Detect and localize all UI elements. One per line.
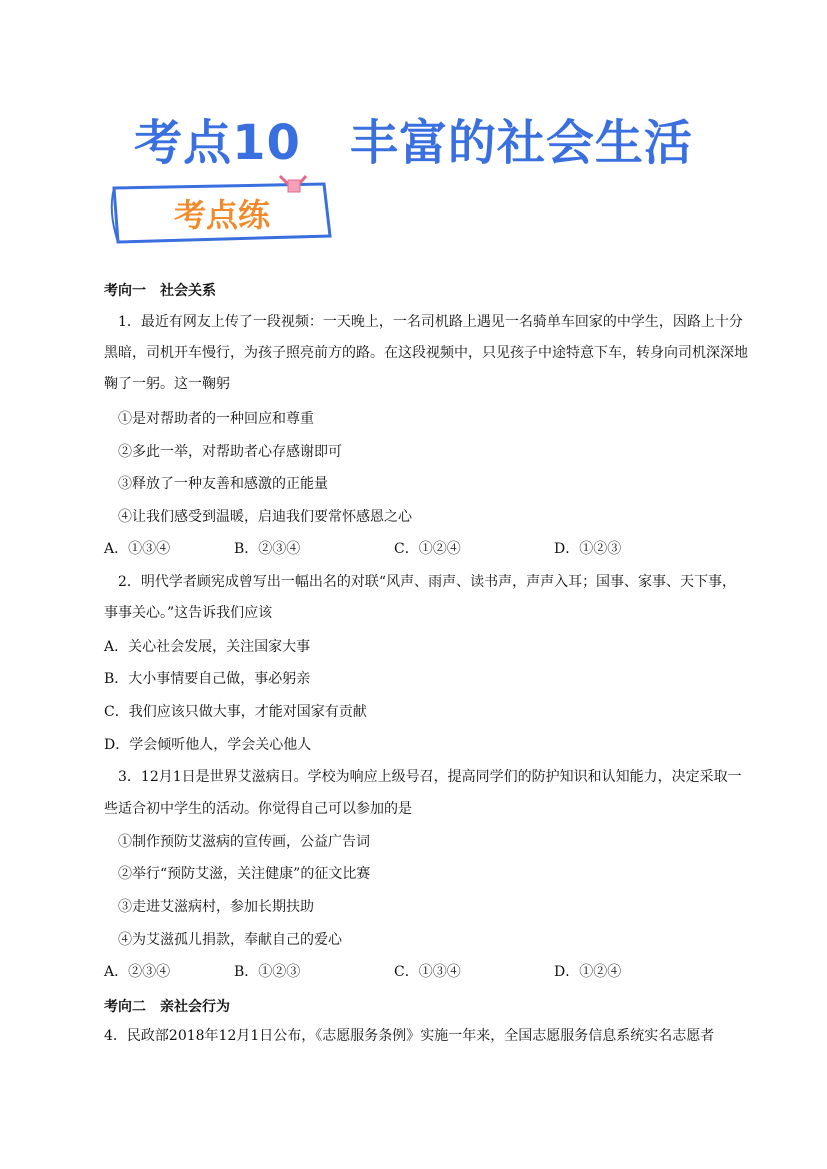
question-3-option-c: C．①③④: [394, 964, 461, 980]
question-2-option-a: A．关心社会发展，关注国家大事: [104, 639, 311, 655]
page-title: 考点10 丰富的社会生活: [134, 115, 693, 171]
question-3-line-2: 些适合初中学生的活动。你觉得自己可以参加的是: [104, 801, 412, 817]
question-1-line-2: 黑暗，司机开车慢行，为孩子照亮前方的路。在这段视频中，只见孩子中途特意下车，转身向司机深深地: [104, 345, 748, 361]
question-1-option-b: B．②③④: [234, 541, 301, 557]
question-3-option-a: A．②③④: [104, 964, 171, 980]
section-banner: [104, 172, 336, 252]
question-1-statement-3: ③释放了一种友善和感激的正能量: [118, 476, 328, 492]
question-1-statement-2: ②多此一举，对帮助者心存感谢即可: [118, 444, 342, 460]
question-1-line-3: 鞠了一躬。这一鞠躬: [104, 376, 230, 392]
question-1-option-c: C．①②④: [394, 541, 461, 557]
question-3-statement-2: ②举行“预防艾滋，关注健康”的征文比赛: [118, 866, 371, 882]
question-2-option-c: C．我们应该只做大事，才能对国家有贡献: [104, 704, 367, 720]
question-1-option-a: A．①③④: [104, 541, 171, 557]
question-3-statement-3: ③走进艾滋病村，参加长期扶助: [118, 899, 314, 915]
question-1-option-d: D．①②③: [554, 541, 622, 557]
question-3-statement-4: ④为艾滋孤儿捐款，奉献自己的爱心: [118, 932, 342, 948]
section-heading-1: 考向一 社会关系: [104, 283, 216, 299]
question-2-option-d: D．学会倾听他人，学会关心他人: [104, 737, 312, 753]
question-3-line-1: 3．12月1日是世界艾滋病日。学校为响应上级号召，提高同学们的防护知识和认知能力，决定采取一: [118, 769, 742, 785]
question-3-option-d: D．①②④: [554, 964, 622, 980]
question-4-line-1: 4．民政部2018年12月1日公布，《志愿服务条例》实施一年来，全国志愿服务信息系统实名志愿者: [104, 1028, 715, 1044]
banner-graphic: [104, 172, 336, 252]
question-2-line-1: 2．明代学者顾宪成曾写出一幅出名的对联“风声、雨声、读书声，声声入耳；国事、家事、天下事，: [118, 574, 737, 590]
question-3-statement-1: ①制作预防艾滋病的宣传画，公益广告词: [118, 834, 370, 850]
question-1-line-1: 1．最近有网友上传了一段视频：一天晚上，一名司机路上遇见一名骑单车回家的中学生，因路上十分: [118, 314, 743, 330]
banner-label: 考点练: [173, 196, 271, 234]
question-1-statement-4: ④让我们感受到温暖，启迪我们要常怀感恩之心: [118, 509, 412, 525]
question-2-line-2: 事事关心。”这告诉我们应该: [104, 605, 273, 621]
question-2-option-b: B．大小事情要自己做，事必躬亲: [104, 671, 311, 687]
question-3-option-b: B．①②③: [234, 964, 301, 980]
question-1-statement-1: ①是对帮助者的一种回应和尊重: [118, 411, 314, 427]
section-heading-2: 考向二 亲社会行为: [104, 999, 230, 1015]
